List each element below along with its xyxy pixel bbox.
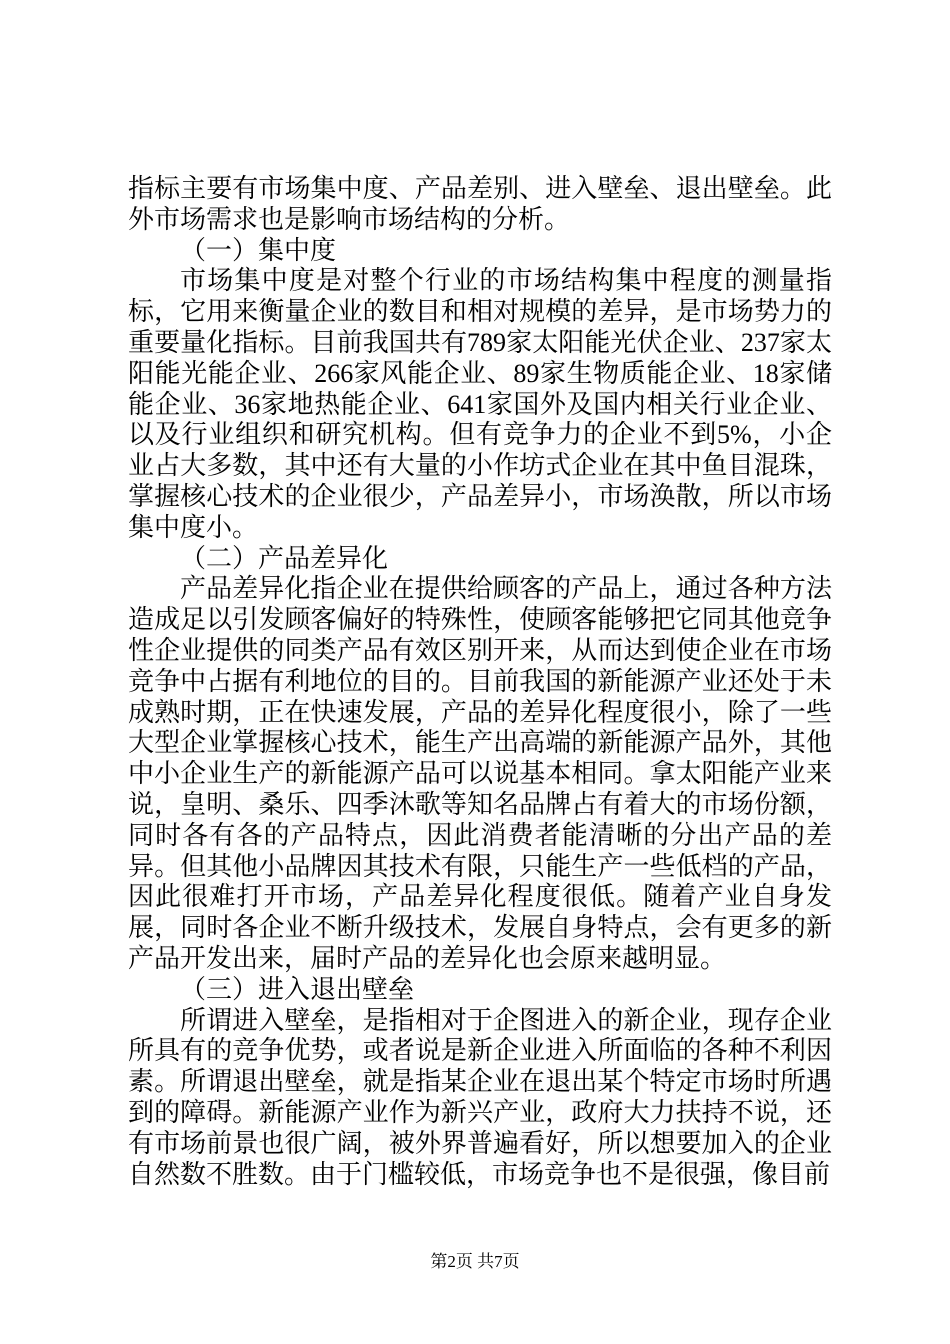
section-heading-differentiation: （二）产品差异化 <box>180 543 389 573</box>
paragraph-barriers: 所谓进入壁垒，是指相对于企图进入的新企业，现存企业所具有的竞争优势，或者说是新企业进入所面临的各种不利因素。所谓退出壁垒，就是指某企业在退出某个特定市场时所遇到的障碍。新能源产业作为新兴产业，政府大力扶持不说，还有市场前景也很广阔，被外界普遍看好，所以想要加入的企业自然数不胜数。由于门槛较低，市场竞争也不是很强，像目前 <box>128 1005 832 1189</box>
document-body <box>128 174 832 1190</box>
page-number-label: 第2页 共7页 <box>430 1252 520 1271</box>
section-heading-barriers: （三）进入退出壁垒 <box>180 974 415 1004</box>
paragraph-continuation: 指标主要有市场集中度、产品差别、进入壁垒、退出壁垒。此外市场需求也是影响市场结构的分析。 <box>128 174 832 234</box>
section-heading-concentration: （一）集中度 <box>180 235 337 265</box>
paragraph-concentration: 市场集中度是对整个行业的市场结构集中程度的测量指标，它用来衡量企业的数目和相对规模的差异，是市场势力的重要量化指标。目前我国共有789家太阳能光伏企业、237家太阳能光能企业、266家风能企业、89家生物质能企业、18家储能企业、36家地热能企业、641家国外及国内相关行业企业、以及行业组织和研究机构。但有竞争力的企业不到5%，小企业占大多数，其中还有大量的小作坊式企业在其中鱼目混珠，掌握核心技术的企业很少，产品差异小，市场涣散，所以市场集中度小。 <box>128 266 832 542</box>
page-footer <box>0 1247 950 1272</box>
paragraph-differentiation: 产品差异化指企业在提供给顾客的产品上，通过各种方法造成足以引发顾客偏好的特殊性，使顾客能够把它同其他竞争性企业提供的同类产品有效区别开来，从而达到使企业在市场竞争中占据有利地位的目的。目前我国的新能源产业还处于未成熟时期，正在快速发展，产品的差异化程度很小，除了一些大型企业掌握核心技术，能生产出高端的新能源产品外，其他中小企业生产的新能源产品可以说基本相同。拿太阳能产业来说，皇明、桑乐、四季沐歌等知名品牌占有着大的市场份额，同时各有各的产品特点，因此消费者能清晰的分出产品的差异。但其他小品牌因其技术有限，只能生产一些低档的产品，因此很难打开市场，产品差异化程度很低。随着产业自身发展，同时各企业不断升级技术，发展自身特点，会有更多的新产品开发出来，届时产品的差异化也会原来越明显。 <box>128 574 832 973</box>
